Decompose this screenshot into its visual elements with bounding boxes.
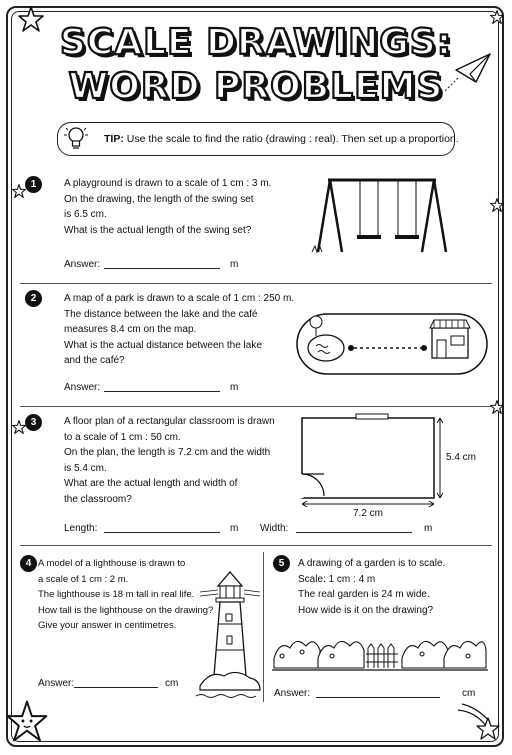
swing-set-illustration: [312, 176, 452, 256]
answer-label: Answer:: [64, 259, 101, 270]
question-5-text: A drawing of a garden is to scale. Scale: 1 cm : 4 m The real garden is 24 m wide. How wide is it on the drawing?: [298, 558, 446, 616]
question-number: 5: [273, 555, 290, 572]
answer-unit: m: [230, 382, 239, 393]
question-2-text: A map of a park is drawn to a scale of 1 cm : 250 m. The distance between the lake and the café measures 8.4 cm on the map. What is the actual distance between the lake and the café?: [64, 293, 295, 366]
section-divider: [20, 406, 492, 407]
page-title-line2: WORD PROBLEMS: [68, 66, 444, 107]
question-number: 1: [25, 176, 42, 193]
park-map-illustration: [296, 308, 488, 378]
answer-label: Answer:: [38, 678, 75, 689]
answer-unit: m: [230, 523, 239, 534]
answer-unit: cm: [462, 688, 476, 699]
section-divider: [20, 283, 492, 284]
star-icon: [12, 420, 26, 434]
star-icon: [490, 400, 504, 414]
answer-1-field[interactable]: [104, 268, 220, 269]
question-1-text: A playground is drawn to a scale of 1 cm : 3 m. On the drawing, the length of the swing set is 6.5 cm. What is the actual length of the swing set?: [64, 178, 272, 236]
column-divider: [263, 552, 264, 702]
plan-width-label: 7.2 cm: [353, 508, 384, 519]
plan-height-label: 5.4 cm: [446, 452, 477, 463]
question-number: 2: [25, 290, 42, 307]
smiling-star-icon: [6, 700, 48, 742]
question-3-text: A floor plan of a rectangular classroom is drawn to a scale of 1 cm : 50 cm. On the plan, the length is 7.2 cm and the width is 5.4 cm. What are the actual length and width of the classroom?: [64, 416, 275, 505]
answer-2-field[interactable]: [104, 391, 220, 392]
answer-unit: cm: [165, 678, 179, 689]
star-icon: [12, 184, 26, 198]
answer-unit: m: [230, 259, 239, 270]
page-title-line1: SCALE DRAWINGS:: [59, 22, 453, 63]
question-number: 3: [25, 414, 42, 431]
answer-unit: m: [424, 523, 433, 534]
answer-label: Answer:: [64, 382, 101, 393]
lightbulb-icon: [64, 124, 88, 154]
question-4-text: A model of a lighthouse is drawn to a scale of 1 cm : 2 m. The lighthouse is 18 m tall in real life. How tall is the lighthouse on the drawing? Give your answer in centimetres.: [38, 558, 214, 631]
answer-5-field[interactable]: [316, 697, 440, 698]
garden-illustration: [272, 628, 488, 674]
answer-4-field[interactable]: [74, 687, 158, 688]
width-label: Width:: [260, 523, 289, 534]
tip-text: TIP: Use the scale to find the ratio (drawing : real). Then set up a proportion.: [104, 133, 459, 145]
answer-label: Answer:: [274, 688, 311, 699]
star-icon: [490, 198, 504, 212]
shooting-star-icon: [456, 702, 500, 742]
length-label: Length:: [64, 523, 98, 534]
lighthouse-illustration: [196, 562, 262, 702]
length-answer-field[interactable]: [104, 532, 220, 533]
width-answer-field[interactable]: [296, 532, 412, 533]
section-divider: [20, 545, 492, 546]
floor-plan-illustration: [300, 412, 442, 504]
question-number: 4: [20, 555, 37, 572]
